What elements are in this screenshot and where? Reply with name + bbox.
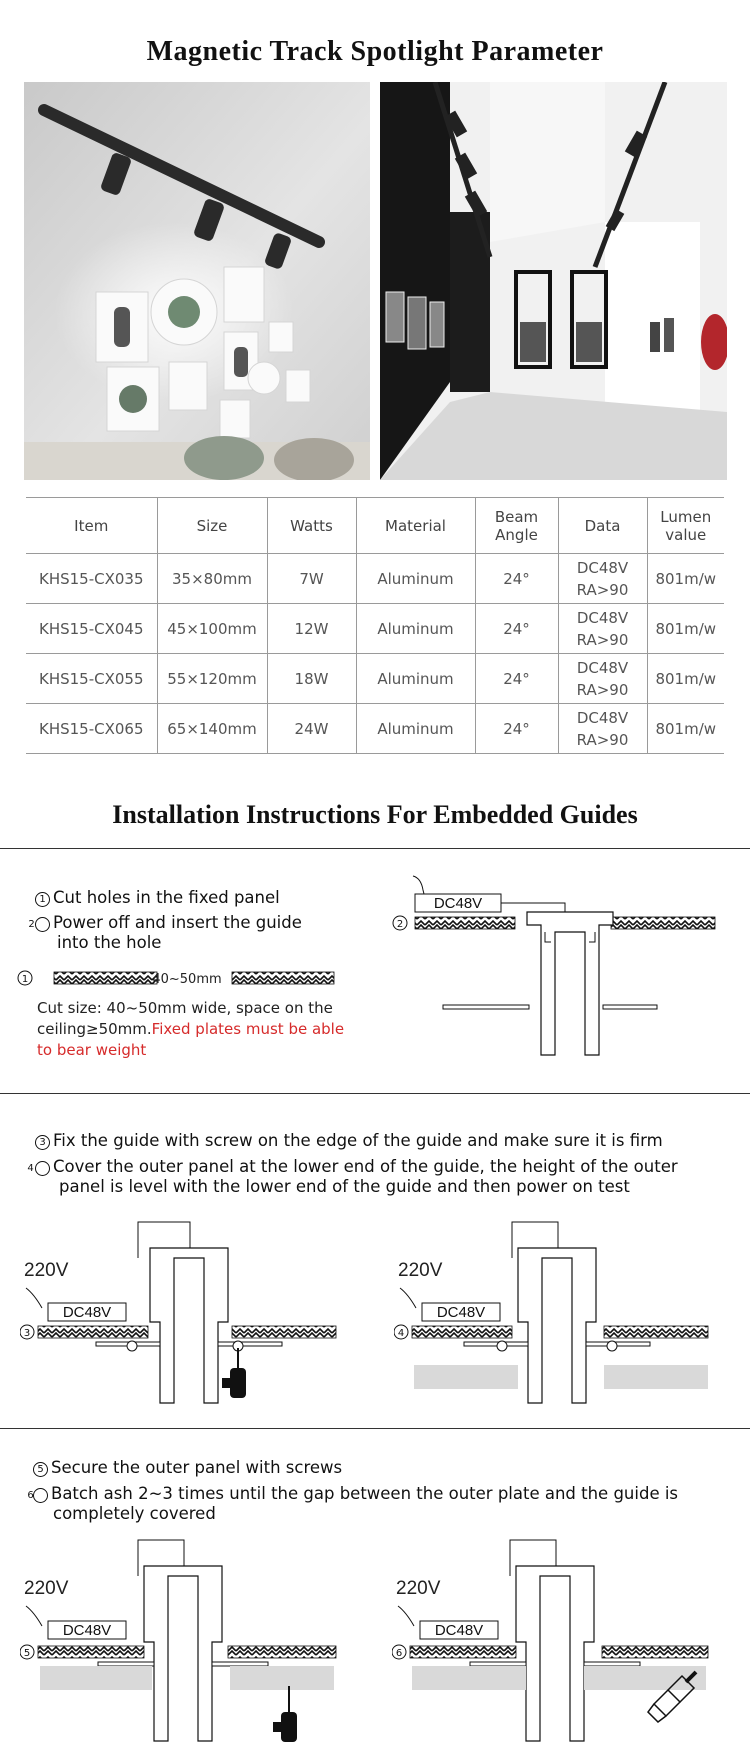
table-cell: 18W (267, 654, 356, 704)
track-light-gallery-photo (380, 82, 727, 480)
step-text: Fix the guide with screw on the edge of the guide and make sure it is firm (53, 1131, 663, 1150)
section-divider (0, 1093, 750, 1094)
table-cell: 12W (267, 604, 356, 654)
column-header-size: Size (157, 498, 267, 554)
screwdriver-icon (222, 1348, 246, 1398)
table-cell: Aluminum (356, 704, 475, 754)
column-header-item: Item (26, 498, 157, 554)
table-cell: 801m/w (647, 554, 724, 604)
hole-width-label: 40~50mm (152, 972, 222, 987)
step-text: Secure the outer panel with screws (51, 1458, 343, 1477)
column-header-data: Data (558, 498, 647, 554)
table-cell: KHS15-CX035 (26, 554, 157, 604)
step-number: 3 (35, 1135, 50, 1150)
table-cell: 7W (267, 554, 356, 604)
marker-5: 5 (23, 1648, 31, 1659)
note-text: Cut size: 40~50mm wide, space on the ceiling≥50mm. (37, 999, 333, 1038)
table-cell: DC48V RA>90 (558, 704, 647, 754)
track-light-living-room-photo (24, 82, 370, 480)
220v-label: 220V (24, 1578, 69, 1599)
column-header-beam-angle: Beam Angle (475, 498, 558, 554)
table-row (26, 604, 724, 654)
dc48v-label: DC48V (62, 1622, 112, 1639)
table-row (26, 554, 724, 604)
marker-4: 4 (397, 1328, 405, 1339)
note-warning: Fixed plates must be able to bear weight (37, 1020, 345, 1059)
marker-2: 2 (396, 919, 404, 930)
step-text: Cover the outer panel at the lower end of the guide, the height of the outer panel is level with the lower end of the guide and then power on test (53, 1157, 678, 1196)
step-text: Batch ash 2~3 times until the gap between the outer plate and the guide is completely covered (51, 1484, 679, 1523)
table-cell: 801m/w (647, 704, 724, 754)
table-cell: KHS15-CX055 (26, 654, 157, 704)
dc48v-label: DC48V (62, 1304, 112, 1321)
step-5 (33, 1458, 723, 1478)
table-cell: 65×140mm (157, 704, 267, 754)
screwdriver-icon (273, 1686, 297, 1742)
cut-hole-diagram (16, 965, 346, 991)
table-cell: DC48V RA>90 (558, 604, 647, 654)
parameter-table (26, 497, 724, 754)
page-title: Magnetic Track Spotlight Parameter (146, 36, 604, 67)
table-cell: Aluminum (356, 654, 475, 704)
table-cell: KHS15-CX045 (26, 604, 157, 654)
dc48v-label: DC48V (433, 895, 483, 912)
column-header-watts: Watts (267, 498, 356, 554)
dc48v-label: DC48V (434, 1622, 484, 1639)
table-cell: 35×80mm (157, 554, 267, 604)
step-number: 1 (35, 892, 50, 907)
section-divider (0, 1428, 750, 1429)
table-cell: 801m/w (647, 654, 724, 704)
step-number: 6 (33, 1488, 48, 1503)
batch-ash-diagram (392, 1536, 724, 1748)
step-6 (27, 1484, 723, 1524)
table-cell: KHS15-CX065 (26, 704, 157, 754)
step-text: Power off and insert the guide into the hole (53, 913, 302, 952)
table-cell: DC48V RA>90 (558, 654, 647, 704)
marker-6: 6 (395, 1648, 403, 1659)
step-2 (28, 913, 305, 953)
table-cell: 24W (267, 704, 356, 754)
table-row (26, 704, 724, 754)
table-cell: DC48V RA>90 (558, 554, 647, 604)
section-divider (0, 848, 750, 849)
installation-title: Installation Instructions For Embedded Guides (112, 800, 638, 829)
marker-3: 3 (23, 1328, 31, 1339)
marker-1: 1 (21, 974, 29, 985)
column-header-material: Material (356, 498, 475, 554)
table-cell: 55×120mm (157, 654, 267, 704)
220v-label: 220V (24, 1260, 69, 1281)
table-header-row (26, 498, 724, 554)
step-number: 2 (35, 917, 50, 932)
dc48v-label: DC48V (436, 1304, 486, 1321)
column-header-lumen-value: Lumen value (647, 498, 724, 554)
step-4 (27, 1157, 725, 1197)
step-3 (35, 1131, 725, 1151)
step-text: Cut holes in the fixed panel (53, 888, 280, 907)
220v-label: 220V (396, 1578, 441, 1599)
step-1 (35, 888, 355, 908)
table-cell: 24° (475, 554, 558, 604)
table-cell: Aluminum (356, 604, 475, 654)
220v-label: 220V (398, 1260, 443, 1281)
table-row (26, 654, 724, 704)
cut-size-note (37, 998, 347, 1061)
step-number: 5 (33, 1462, 48, 1477)
table-cell: 801m/w (647, 604, 724, 654)
step-number: 4 (35, 1161, 50, 1176)
secure-outer-panel-diagram (20, 1536, 340, 1748)
table-cell: 24° (475, 704, 558, 754)
fix-guide-screw-diagram (20, 1218, 340, 1408)
insert-guide-diagram (385, 870, 725, 1060)
table-cell: 24° (475, 604, 558, 654)
cover-outer-panel-diagram (394, 1218, 724, 1408)
table-cell: Aluminum (356, 554, 475, 604)
table-cell: 45×100mm (157, 604, 267, 654)
table-cell: 24° (475, 654, 558, 704)
